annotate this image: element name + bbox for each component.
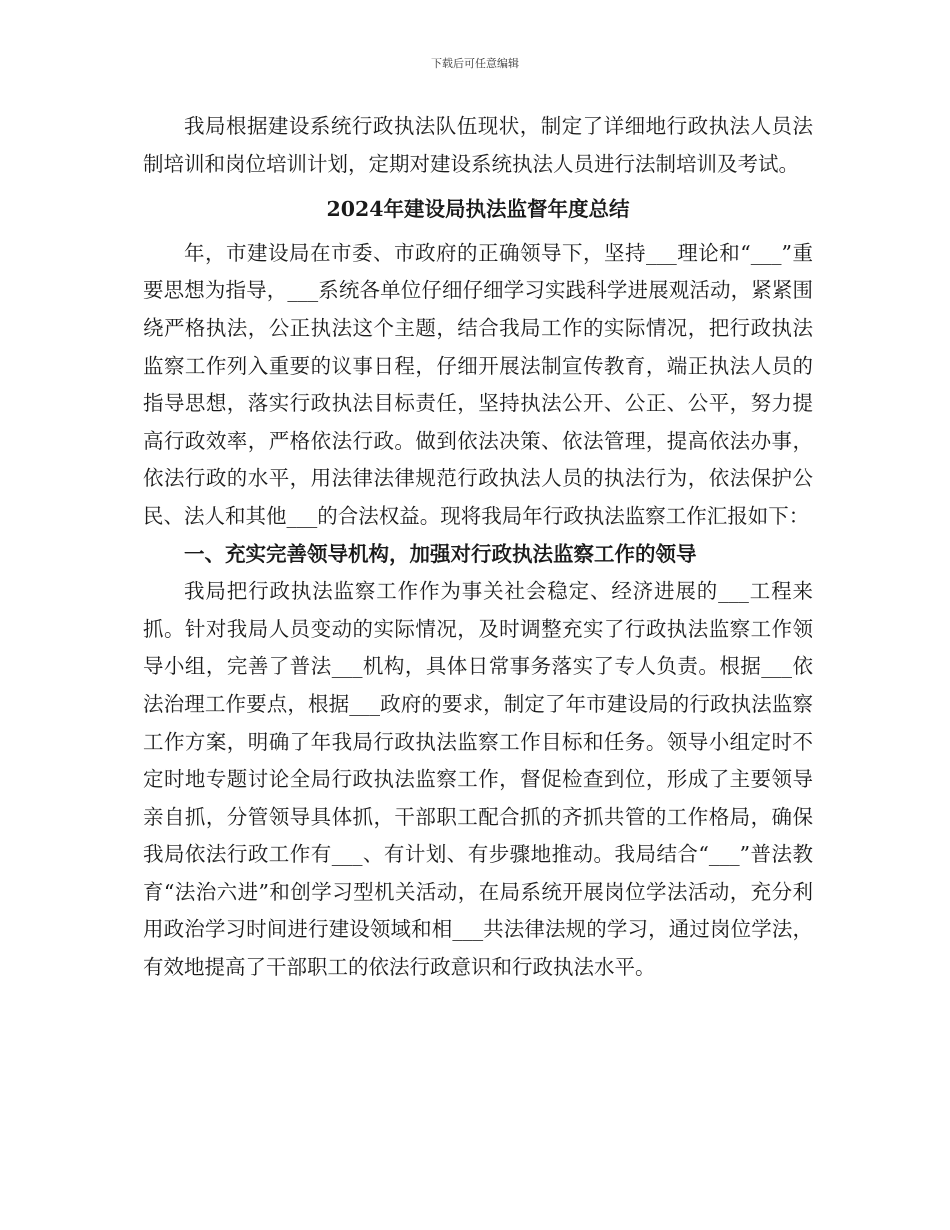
section-heading-1: 一、充实完善领导机构，加强对行政执法监察工作的领导 xyxy=(184,541,697,566)
intro-paragraph: 我局根据建设系统行政执法队伍现状，制定了详细地行政执法人员法制培训和岗位培训计划，定期对建设系统执法人员进行法制培训及考试。 xyxy=(143,114,813,176)
body-paragraph-2: 我局把行政执法监察工作作为事关社会稳定、经济进展的___工程来抓。针对我局人员变动的实际情况，及时调整充实了行政执法监察工作领导小组，完善了普法___机构，具体日常事务落实了专人负责。根据___依法治理工作要点，根据___政府的要求，制定了年市建设局的行政执法监察工作方案，明确了年我局行政执法监察工作目标和任务。领导小组定时不定时地专题讨论全局行政执法监察工作，督促检查到位，形成了主要领导亲自抓，分管领导具体抓，干部职工配合抓的齐抓共管的工作格局，确保我局依法行政工作有___、有计划、有步骤地推动。我局结合“___”普法教育“法治六进”和创学习型机关活动，在局系统开展岗位学法活动，充分利用政治学习时间进行建设领域和相___共法律法规的学习，通过岗位学法，有效地提高了干部职工的依法行政意识和行政执法水平。 xyxy=(143,579,813,980)
document-title: 2024年建设局执法监督年度总结 xyxy=(326,197,630,222)
body-paragraph-1: 年，市建设局在市委、市政府的正确领导下，坚持___理论和“___”重要思想为指导，___系统各单位仔细仔细学习实践科学进展观活动，紧紧围绕严格执法，公正执法这个主题，结合我局工作的实际情况，把行政执法监察工作列入重要的议事日程，仔细开展法制宣传教育，端正执法人员的指导思想，落实行政执法目标责任，坚持执法公开、公正、公平，努力提高行政效率，严格依法行政。做到依法决策、依法管理，提高依法办事，依法行政的水平，用法律法律规范行政执法人员的执法行为，依法保护公民、法人和其他___的合法权益。现将我局年行政执法监察工作汇报如下： xyxy=(143,240,813,528)
document-body xyxy=(143,108,813,987)
header-note: 下载后可任意编辑 xyxy=(431,57,519,70)
